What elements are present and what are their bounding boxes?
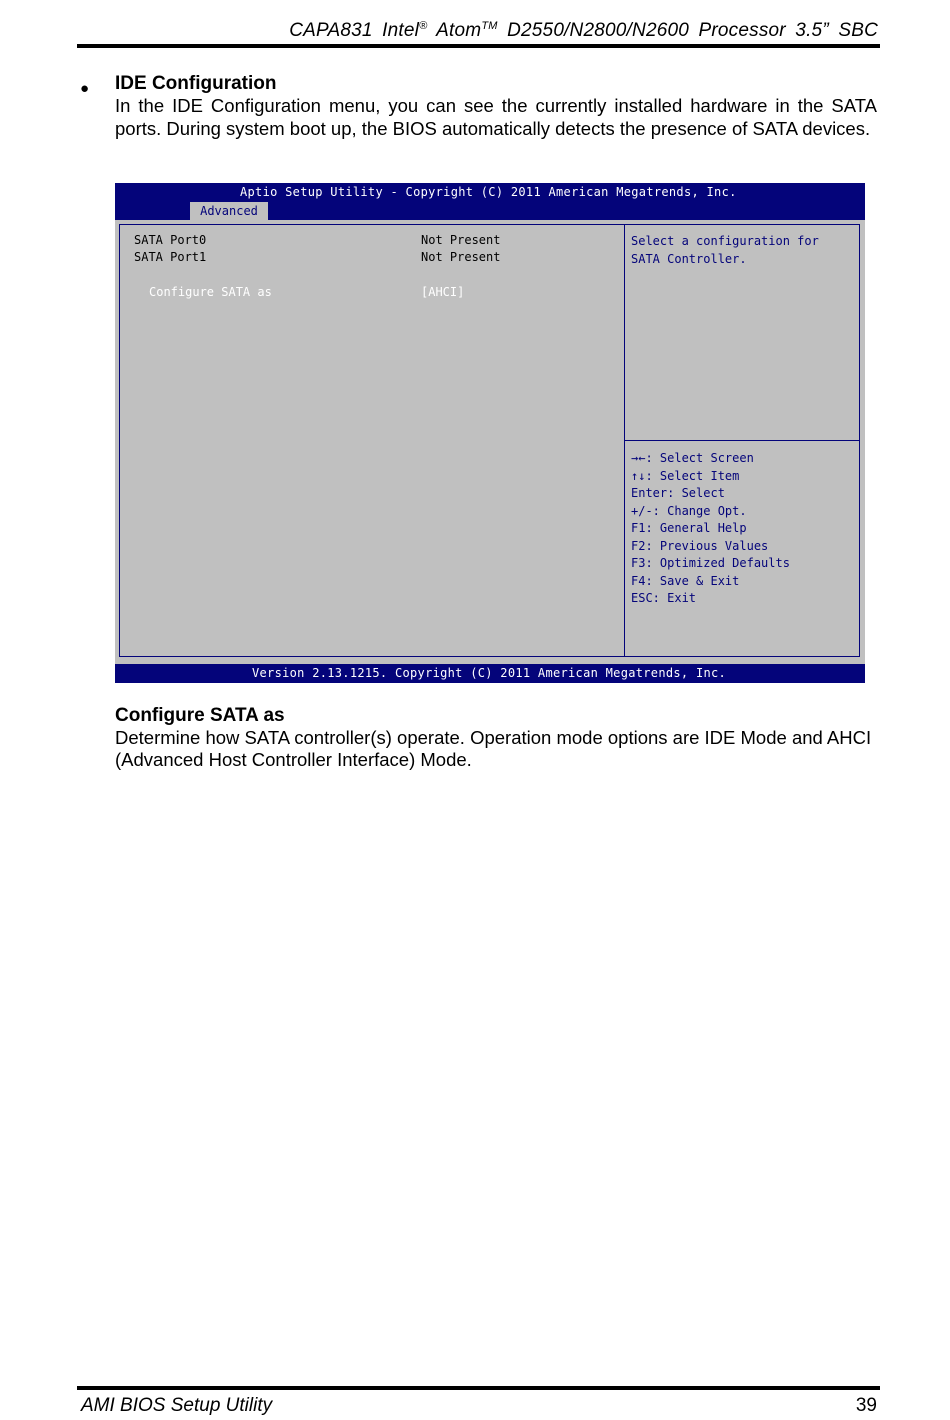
sata-port0-value: Not Present [421,233,501,247]
header-rest: D2550/N2800/N2600 Processor 3.5” SBC [507,20,878,41]
bios-title-bar [115,183,865,220]
page-header [289,20,878,42]
subsection-paragraph: Determine how SATA controller(s) operate. Operation mode options are IDE Mode and AHCI (Advanced Host Controller Interface) Mode. [115,727,872,770]
configure-sata-option[interactable]: Configure SATA as [149,285,272,299]
section-title: IDE Configuration [115,73,277,94]
key-help-item: F4: Save & Exit [631,573,740,588]
sata-port1-value: Not Present [421,250,501,264]
key-help-item: →←: Select Screen [631,451,754,465]
header-atom: Atom [436,20,482,41]
bios-version: Version 2.13.1215. Copyright (C) 2011 American Megatrends, Inc. [252,666,727,680]
header-intel: Intel [382,20,420,41]
subsection-title: Configure SATA as [115,705,285,726]
configure-sata-value[interactable]: [AHCI] [421,285,465,299]
tab-advanced[interactable]: Advanced [190,202,268,220]
bios-divider-horizontal [625,440,860,441]
sata-port1-label: SATA Port1 [134,250,207,264]
section-paragraph: In the IDE Configuration menu, you can see the currently installed hardware in the SATA ports. During system boot up, the BIOS automatically detects the presence of SATA devices. [115,95,877,139]
trademark-mark: TM [481,20,498,32]
bullet-icon: ● [80,80,90,97]
bios-screenshot [115,183,865,683]
registered-mark: ® [419,20,428,32]
key-help-item: ESC: Exit [631,591,697,605]
key-help-list [631,450,790,608]
page-number: 39 [855,1395,877,1416]
help-description: Select a configuration for SATA Controller. [631,234,819,266]
footer-title: AMI BIOS Setup Utility [81,1395,273,1416]
header-model: CAPA831 [289,20,373,41]
sata-port0-label: SATA Port0 [134,233,207,247]
key-help-item: F1: General Help [631,521,747,535]
key-help-item: F2: Previous Values [631,538,769,553]
key-help-item: F3: Optimized Defaults [631,556,790,570]
key-help-item: Enter: Select [631,486,725,500]
bios-version-bar [115,664,865,683]
key-help-item: ↑↓: Select Item [631,468,740,483]
header-rule [77,44,880,48]
footer-rule [77,1386,880,1390]
bios-title: Aptio Setup Utility - Copyright (C) 2011 American Megatrends, Inc. [240,185,737,199]
key-help-item: +/-: Change Opt. [631,503,747,518]
